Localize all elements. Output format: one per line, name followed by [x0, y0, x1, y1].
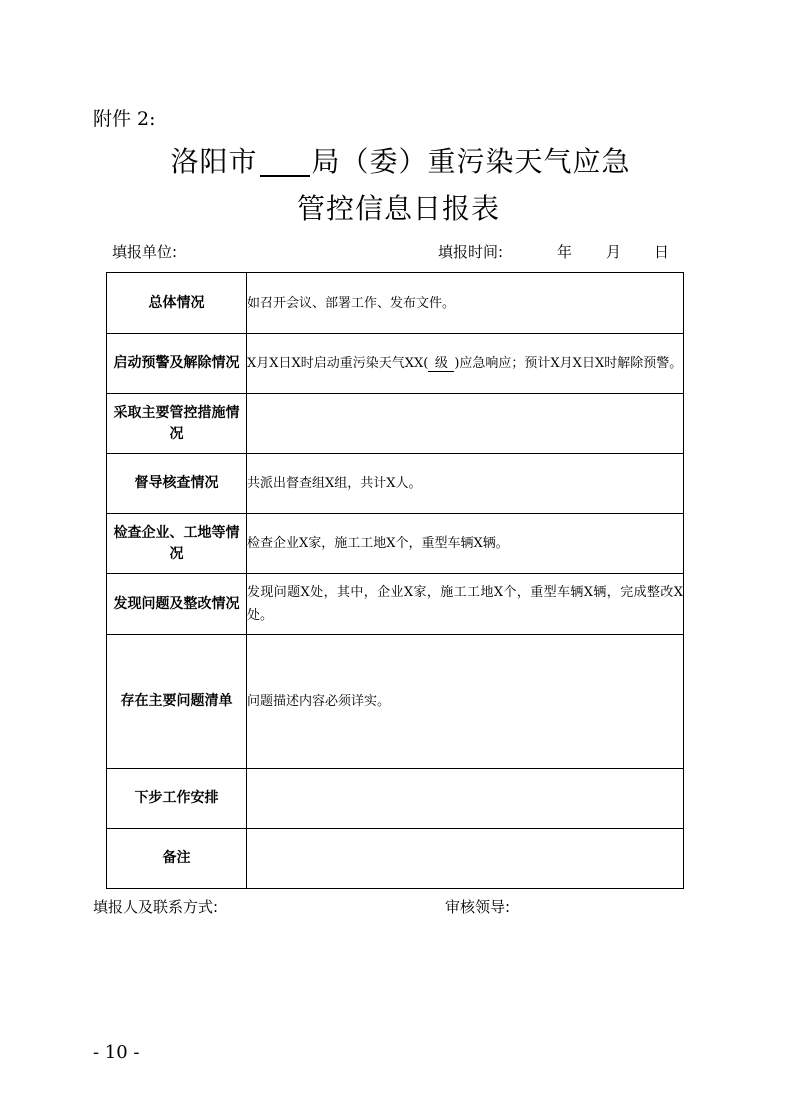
- table-row: [107, 769, 684, 829]
- table-row: [107, 574, 684, 635]
- row-content: 问题描述内容必须详实。: [247, 635, 684, 769]
- reviewer-label: 审核领导:: [445, 898, 511, 916]
- filler-contact-label: 填报人及联系方式:: [93, 898, 219, 916]
- attachment-label: 附件 2:: [93, 108, 156, 130]
- table-row: [107, 334, 684, 394]
- warning-text-end: )应急响应；预计X月X日X时解除预警。: [454, 356, 683, 371]
- table-row: [107, 635, 684, 769]
- row-content: [247, 334, 684, 394]
- row-label: 发现问题及整改情况: [107, 574, 247, 635]
- row-label: 总体情况: [107, 273, 247, 334]
- document-title: [6, 140, 789, 180]
- page-number: - 10 -: [93, 1042, 140, 1063]
- title-blank-line: [260, 145, 310, 177]
- table-row: [107, 394, 684, 454]
- title-prefix: 洛阳市: [170, 145, 258, 178]
- fill-time-label: 填报时间:: [438, 243, 504, 261]
- table-row: [107, 273, 684, 334]
- row-content: [247, 829, 684, 889]
- document-subtitle: 管控信息日报表: [296, 192, 500, 225]
- year-label: 年: [557, 243, 573, 261]
- row-content: [247, 394, 684, 454]
- title-suffix: 局（委）重污染天气应急: [311, 145, 631, 178]
- table-row: [107, 514, 684, 574]
- row-content: 发现问题X处，其中，企业X家，施工工地X个，重型车辆X辆，完成整改X处。: [247, 574, 684, 635]
- fill-unit-label: 填报单位:: [112, 243, 178, 261]
- row-content: 如召开会议、部署工作、发布文件。: [247, 273, 684, 334]
- row-content: [247, 769, 684, 829]
- row-label: 下步工作安排: [107, 769, 247, 829]
- report-table: [106, 272, 684, 889]
- day-label: 日: [654, 243, 670, 261]
- row-content: 检查企业X家，施工工地X个，重型车辆X辆。: [247, 514, 684, 574]
- row-label: 检查企业、工地等情况: [107, 514, 247, 574]
- table-row: [107, 829, 684, 889]
- row-content: 共派出督查组X组，共计X人。: [247, 454, 684, 514]
- row-label: 采取主要管控措施情况: [107, 394, 247, 454]
- warning-level-blank: 级: [428, 356, 454, 372]
- row-label: 备注: [107, 829, 247, 889]
- month-label: 月: [606, 243, 622, 261]
- row-label: 督导核查情况: [107, 454, 247, 514]
- row-label: 启动预警及解除情况: [107, 334, 247, 394]
- warning-text-start: X月X日X时启动重污染天气XX(: [247, 356, 429, 371]
- row-label: 存在主要问题清单: [107, 635, 247, 769]
- table-row: [107, 454, 684, 514]
